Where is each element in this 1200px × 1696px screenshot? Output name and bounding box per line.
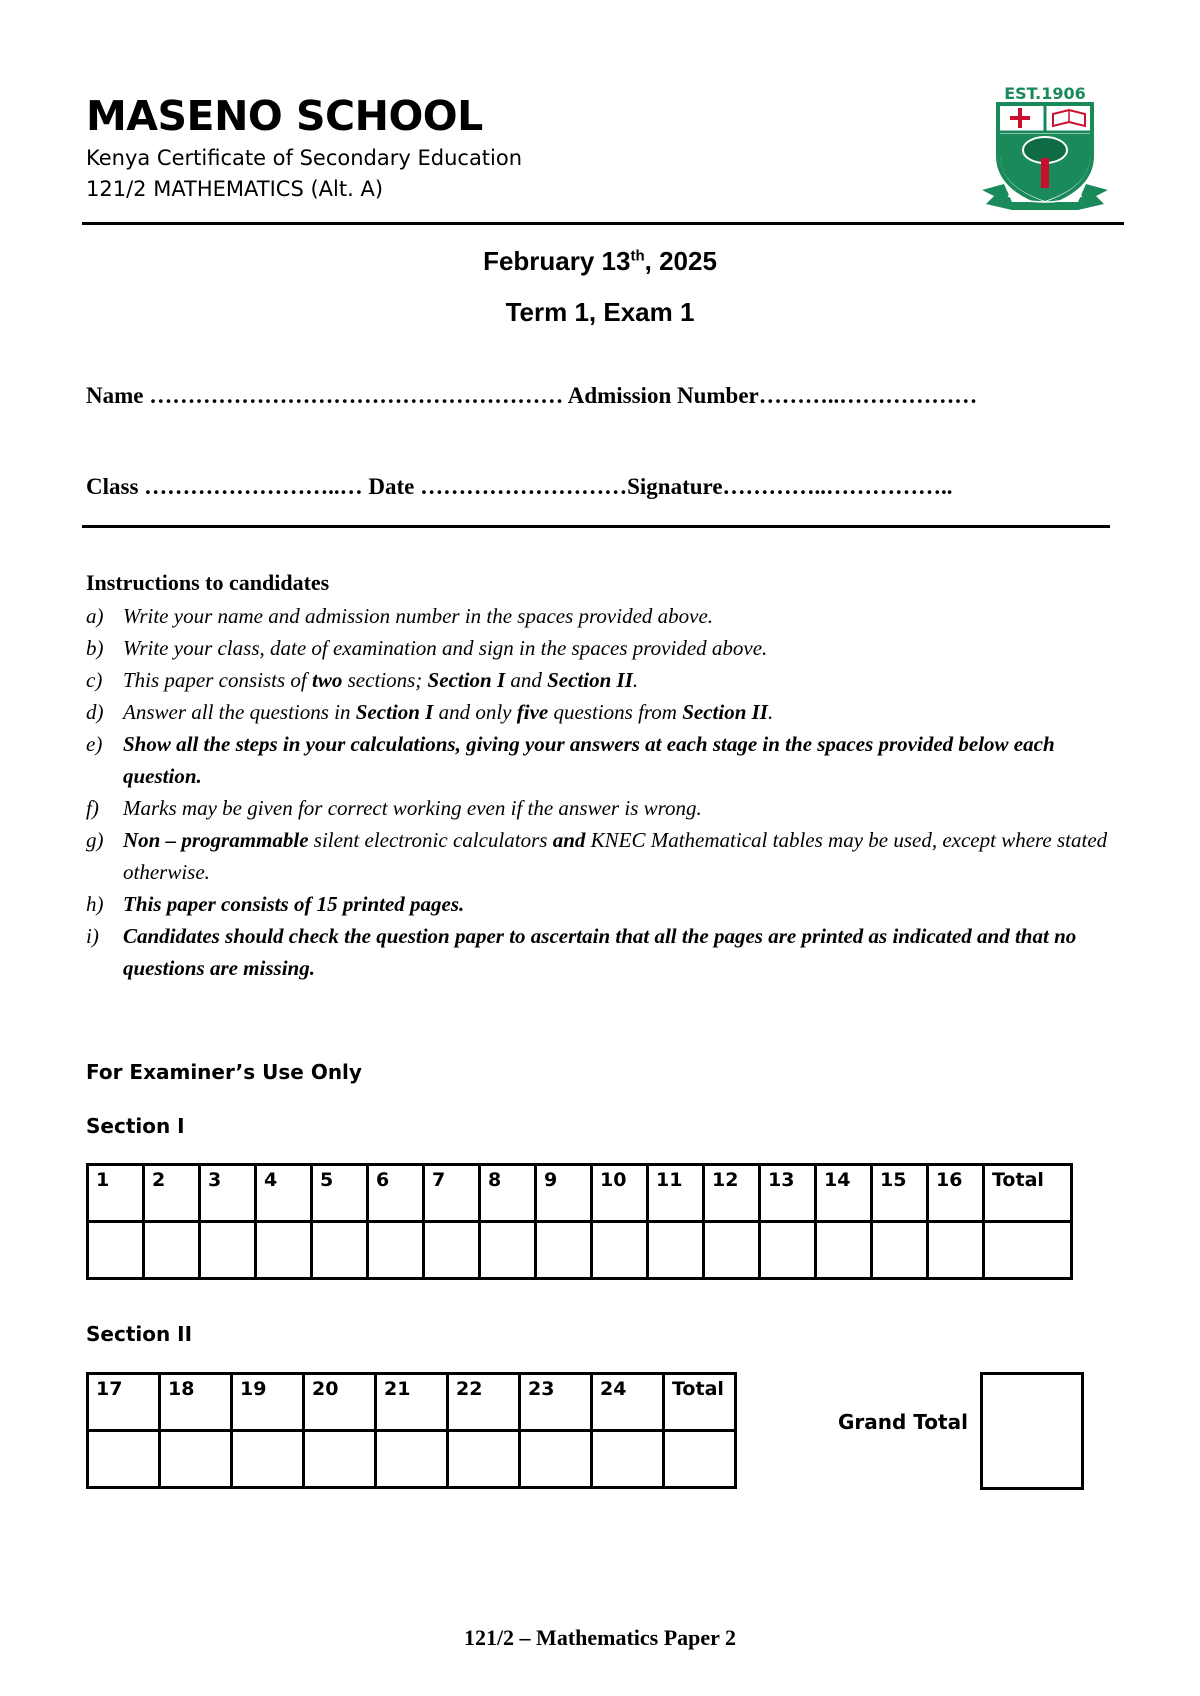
instruction-text-part: Section I (427, 668, 506, 692)
section1-col-header: 15 (872, 1165, 928, 1222)
instruction-text-part: questions from (548, 700, 683, 724)
instruction-letter: d) (86, 700, 104, 724)
section1-col-header: 14 (816, 1165, 872, 1222)
section1-col-header: 8 (480, 1165, 536, 1222)
instruction-item (86, 920, 1126, 984)
instruction-text-part: Section I (355, 700, 434, 724)
instruction-text-part: Write your name and admission number in the spaces provided above. (123, 604, 714, 628)
instruction-text-part: and only (433, 700, 517, 724)
section1-heading: Section I (86, 1114, 185, 1138)
section1-score-cell[interactable] (760, 1222, 816, 1279)
grand-total-box[interactable] (980, 1372, 1084, 1490)
candidate-fields-name-admission[interactable]: Name ……………………………………………… Admission Number………..……………… (86, 383, 978, 408)
instructions-heading: Instructions to candidates (86, 570, 330, 595)
examiner-heading: For Examiner’s Use Only (86, 1060, 362, 1084)
instruction-item (86, 824, 1126, 888)
section2-score-cell[interactable] (520, 1431, 592, 1488)
instruction-item (86, 728, 1126, 792)
instruction-text-part: five (516, 700, 549, 724)
section2-heading: Section II (86, 1322, 193, 1346)
instruction-letter: f) (86, 796, 99, 820)
section1-score-cell[interactable] (424, 1222, 480, 1279)
section2-col-header: 18 (160, 1374, 232, 1431)
section2-score-cell[interactable] (304, 1431, 376, 1488)
instruction-text-part: KNEC Mathematical tables may be used, except where stated otherwise. (123, 828, 1108, 884)
section1-col-header: Total (984, 1165, 1072, 1222)
section2-score-cell[interactable] (376, 1431, 448, 1488)
section2-marks-table (86, 1372, 737, 1489)
instruction-text-part: and (505, 668, 548, 692)
instruction-text-part: Non – programmable (123, 828, 309, 852)
instruction-text-part: This paper consists of 15 printed pages. (123, 892, 465, 916)
grand-total-label: Grand Total (838, 1410, 968, 1434)
candidate-fields-class-date-signature[interactable]: Class ……………………..… Date ………………………Signature…………..…………….. (86, 474, 953, 499)
section1-col-header: 2 (144, 1165, 200, 1222)
instruction-letter: i) (86, 924, 99, 948)
section1-col-header: 12 (704, 1165, 760, 1222)
instruction-text (123, 792, 1126, 824)
section2-col-header: 17 (88, 1374, 160, 1431)
instruction-item (86, 632, 1126, 664)
section2-col-header: 23 (520, 1374, 592, 1431)
instruction-text-part: and (552, 828, 586, 852)
section1-col-header: 16 (928, 1165, 984, 1222)
instruction-text-part: This paper consists of (123, 668, 313, 692)
instruction-text-part: . (767, 700, 774, 724)
fields-rule (82, 525, 1110, 528)
school-crest-icon (978, 84, 1112, 214)
section1-marks-table (86, 1163, 1073, 1280)
section1-score-cell[interactable] (368, 1222, 424, 1279)
section2-col-header: 22 (448, 1374, 520, 1431)
section1-col-header: 9 (536, 1165, 592, 1222)
crest-est-text: EST.1906 (1004, 84, 1086, 103)
instruction-text-part: Write your class, date of examination and sign in the spaces provided above. (123, 636, 768, 660)
instruction-letter: h) (86, 892, 104, 916)
instruction-text-part: Candidates should check the question paper to ascertain that all the pages are printed as indicated and that no questions are missing. (123, 924, 1077, 980)
section1-score-cell[interactable] (480, 1222, 536, 1279)
instruction-text (123, 728, 1126, 792)
instruction-text-part: . (632, 668, 639, 692)
instruction-text-part: sections; (342, 668, 428, 692)
instruction-text (123, 824, 1126, 888)
section2-score-cell[interactable] (232, 1431, 304, 1488)
section1-score-cell[interactable] (816, 1222, 872, 1279)
instruction-text-part: Answer all the questions in (123, 700, 356, 724)
instruction-text-part: two (312, 668, 343, 692)
section2-col-header: 19 (232, 1374, 304, 1431)
instruction-item (86, 664, 1126, 696)
section1-col-header: 13 (760, 1165, 816, 1222)
page-footer: 121/2 – Mathematics Paper 2 (463, 1625, 737, 1650)
instruction-letter: e) (86, 732, 103, 756)
instruction-text (123, 920, 1126, 984)
instruction-text (123, 600, 1126, 632)
section1-col-header: 11 (648, 1165, 704, 1222)
section1-score-cell[interactable] (648, 1222, 704, 1279)
section2-score-cell[interactable] (592, 1431, 664, 1488)
section1-col-header: 7 (424, 1165, 480, 1222)
section1-score-cell[interactable] (536, 1222, 592, 1279)
instruction-text-part: Marks may be given for correct working even if the answer is wrong. (123, 796, 702, 820)
instruction-item (86, 600, 1126, 632)
instruction-letter: b) (86, 636, 104, 660)
section1-col-header: 1 (88, 1165, 144, 1222)
header-rule (82, 222, 1124, 225)
section1-col-header: 4 (256, 1165, 312, 1222)
section2-score-cell[interactable] (664, 1431, 736, 1488)
instruction-letter: c) (86, 668, 103, 692)
section1-score-cell[interactable] (592, 1222, 648, 1279)
section1-col-header: 5 (312, 1165, 368, 1222)
instruction-text-part: silent electronic calculators (308, 828, 553, 852)
section1-score-cell[interactable] (704, 1222, 760, 1279)
school-name: MASENO SCHOOL (86, 92, 483, 140)
section2-col-header: 20 (304, 1374, 376, 1431)
instruction-item (86, 888, 1126, 920)
exam-body: Kenya Certificate of Secondary Education (86, 146, 523, 170)
section2-col-header: 24 (592, 1374, 664, 1431)
section2-header-row (88, 1374, 736, 1431)
instruction-text (123, 696, 1126, 728)
exam-date: February 13th, 2025 (483, 246, 717, 276)
section1-col-header: 10 (592, 1165, 648, 1222)
instruction-text (123, 664, 1126, 696)
instruction-text-part: Section II (547, 668, 633, 692)
section2-col-header: 21 (376, 1374, 448, 1431)
instruction-item (86, 792, 1126, 824)
section1-score-cell[interactable] (200, 1222, 256, 1279)
instruction-letter: a) (86, 604, 104, 628)
section2-score-row (88, 1431, 736, 1488)
paper-code: 121/2 MATHEMATICS (Alt. A) (86, 177, 384, 201)
section1-score-cell[interactable] (88, 1222, 144, 1279)
section2-score-cell[interactable] (88, 1431, 160, 1488)
section1-score-cell[interactable] (144, 1222, 200, 1279)
section1-col-header: 3 (200, 1165, 256, 1222)
instructions-list (86, 600, 1126, 984)
section1-col-header: 6 (368, 1165, 424, 1222)
section2-score-cell[interactable] (448, 1431, 520, 1488)
instruction-text (123, 632, 1126, 664)
exam-term: Term 1, Exam 1 (505, 297, 695, 327)
section1-header-row (88, 1165, 1072, 1222)
section1-score-row (88, 1222, 1072, 1279)
section1-score-cell[interactable] (984, 1222, 1072, 1279)
section2-score-cell[interactable] (160, 1431, 232, 1488)
instruction-text (123, 888, 1126, 920)
section1-score-cell[interactable] (256, 1222, 312, 1279)
section1-score-cell[interactable] (312, 1222, 368, 1279)
instruction-text-part: Section II (682, 700, 768, 724)
instruction-text-part: Show all the steps in your calculations, giving your answers at each stage in the spaces provided below each question. (123, 732, 1055, 788)
instruction-letter: g) (86, 828, 104, 852)
section1-score-cell[interactable] (872, 1222, 928, 1279)
section1-score-cell[interactable] (928, 1222, 984, 1279)
section2-col-header: Total (664, 1374, 736, 1431)
instruction-item (86, 696, 1126, 728)
